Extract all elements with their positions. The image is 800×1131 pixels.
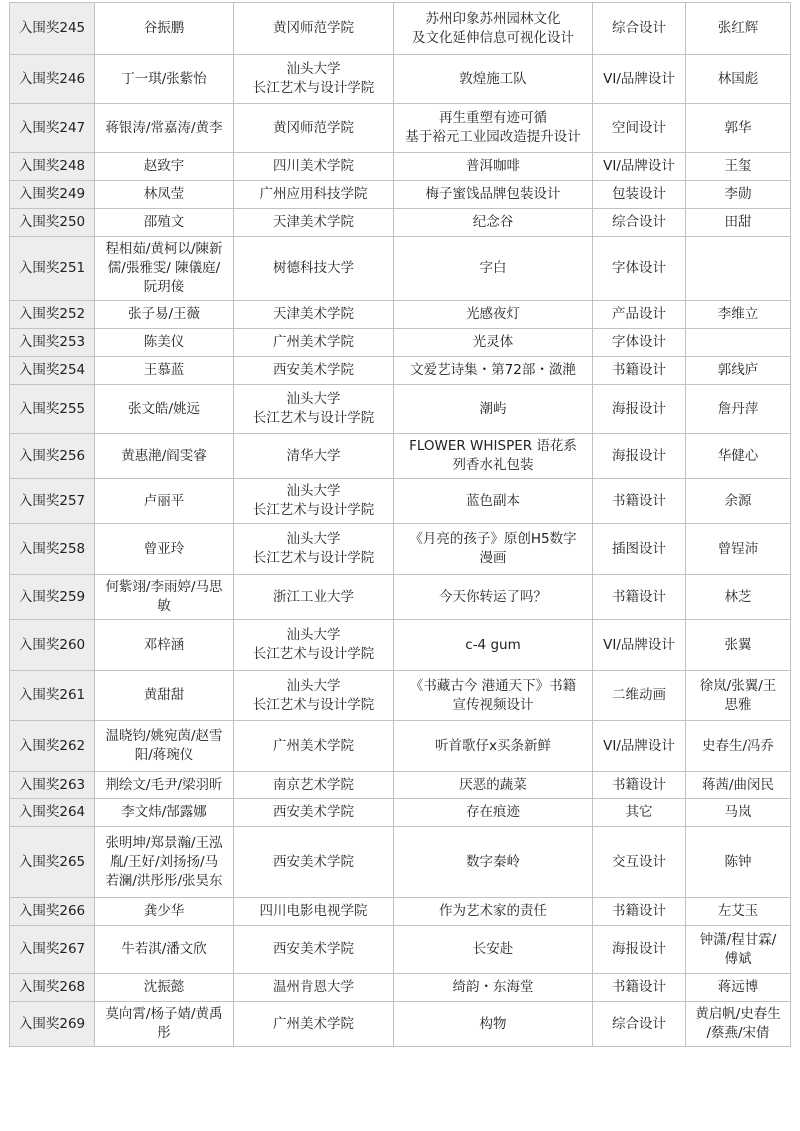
table-row	[10, 209, 791, 237]
table-row	[10, 575, 791, 620]
advisor-line: 张红辉	[717, 20, 759, 36]
work-line: 漫画	[479, 550, 507, 566]
school-cell	[234, 385, 394, 434]
category-cell: 二维动画	[593, 671, 686, 721]
award-cell: 入围奖266	[10, 898, 95, 926]
author-line: 王慕蓝	[143, 362, 185, 378]
advisor-cell	[686, 209, 791, 237]
school-cell	[234, 181, 394, 209]
table-row	[10, 153, 791, 181]
work-line: 列香水礼包装	[452, 457, 534, 473]
table-row	[10, 301, 791, 329]
author-line: 莫向霄/杨子婧/黄禹	[105, 1006, 223, 1022]
advisor-cell	[686, 898, 791, 926]
category-cell: 交互设计	[593, 827, 686, 898]
author-line: 儒/張雅雯/ 陳儀庭/	[107, 260, 221, 276]
school-line: 广州美术学院	[273, 334, 354, 350]
work-cell	[394, 385, 593, 434]
author-line: 蒋银涛/常嘉涛/黄李	[105, 119, 223, 136]
table-row	[10, 799, 791, 827]
advisor-line: 蒋茜/曲闵民	[701, 776, 775, 793]
author-line: 何紫翊/李雨婷/马思	[105, 579, 223, 595]
school-line: 四川电影电视学院	[259, 903, 368, 919]
advisor-line: 徐岚/张翼/王	[699, 677, 777, 694]
work-cell	[394, 434, 593, 479]
advisor-line: 张翼	[724, 636, 752, 653]
school-cell	[234, 898, 394, 926]
table-row	[10, 237, 791, 301]
award-cell: 入围奖248	[10, 153, 95, 181]
work-line: 基于裕元工业园改造提升设计	[405, 129, 581, 145]
advisor-cell	[686, 671, 791, 721]
category-cell: 其它	[593, 799, 686, 827]
author-cell	[95, 237, 234, 301]
work-line: 绮韵・东海堂	[452, 979, 534, 995]
author-cell	[95, 898, 234, 926]
table-row	[10, 434, 791, 479]
award-cell: 入围奖256	[10, 434, 95, 479]
author-cell	[95, 926, 234, 974]
table-row	[10, 385, 791, 434]
school-line: 树德科技大学	[273, 260, 354, 276]
author-cell	[95, 620, 234, 671]
school-cell	[234, 799, 394, 827]
table-row	[10, 772, 791, 799]
award-cell: 入围奖245	[10, 3, 95, 55]
author-line: 张明坤/郑景瀚/王泓	[105, 834, 223, 851]
author-cell	[95, 575, 234, 620]
award-rows	[10, 3, 791, 1047]
advisor-cell	[686, 357, 791, 385]
work-line: 长安赴	[472, 941, 514, 957]
table-row	[10, 524, 791, 575]
school-line: 广州美术学院	[273, 737, 354, 754]
category-cell: VI/品牌设计	[593, 55, 686, 104]
work-line: 厌恶的蔬菜	[459, 776, 527, 793]
advisor-line: /蔡燕/宋倩	[706, 1025, 770, 1041]
advisor-line: 李维立	[717, 306, 759, 322]
work-cell	[394, 1002, 593, 1047]
advisor-cell	[686, 301, 791, 329]
advisor-line: 余源	[724, 492, 752, 509]
work-line: 敦煌施工队	[459, 70, 527, 87]
work-cell	[394, 620, 593, 671]
advisor-line: 陈钟	[724, 853, 752, 870]
school-cell	[234, 329, 394, 357]
work-line: 字白	[479, 260, 507, 276]
work-line: 今天你转运了吗？	[439, 588, 547, 605]
author-cell	[95, 721, 234, 772]
advisor-line: 郭线庐	[717, 362, 759, 378]
author-line: 温晓钧/姚宛茵/赵雪	[105, 728, 223, 744]
author-line: 沈振懿	[143, 979, 185, 995]
author-line: 丁一琪/张紫怡	[121, 70, 207, 87]
award-cell: 入围奖252	[10, 301, 95, 329]
author-cell	[95, 301, 234, 329]
advisor-cell	[686, 237, 791, 301]
school-line: 长江艺术与设计学院	[252, 646, 375, 662]
author-cell	[95, 479, 234, 524]
work-line: 听首歌仔x买条新鲜	[435, 737, 551, 754]
school-cell	[234, 974, 394, 1002]
table-row	[10, 671, 791, 721]
work-cell	[394, 3, 593, 55]
school-line: 长江艺术与设计学院	[252, 410, 375, 426]
work-cell	[394, 479, 593, 524]
work-line: 作为艺术家的责任	[439, 903, 547, 919]
author-cell	[95, 799, 234, 827]
award-cell: 入围奖263	[10, 772, 95, 799]
work-line: 数字秦岭	[466, 853, 520, 870]
category-cell: VI/品牌设计	[593, 620, 686, 671]
advisor-cell	[686, 524, 791, 575]
category-cell: 海报设计	[593, 385, 686, 434]
advisor-cell	[686, 153, 791, 181]
school-line: 清华大学	[286, 447, 341, 464]
award-cell: 入围奖268	[10, 974, 95, 1002]
advisor-line: 蒋远博	[717, 979, 759, 995]
school-cell	[234, 153, 394, 181]
author-cell	[95, 55, 234, 104]
award-cell: 入围奖267	[10, 926, 95, 974]
school-line: 天津美术学院	[273, 214, 354, 230]
work-line: c-4 gum	[465, 636, 521, 653]
advisor-cell	[686, 3, 791, 55]
work-cell	[394, 926, 593, 974]
category-cell: 书籍设计	[593, 479, 686, 524]
author-cell	[95, 181, 234, 209]
award-cell: 入围奖259	[10, 575, 95, 620]
work-cell	[394, 974, 593, 1002]
school-line: 广州应用科技学院	[259, 186, 368, 202]
work-line: 苏州印象苏州园林文化	[425, 10, 561, 27]
author-cell	[95, 827, 234, 898]
work-line: 及文化延伸信息可视化设计	[412, 29, 574, 46]
school-line: 汕头大学	[286, 677, 341, 694]
author-line: 黄惠滟/阎雯睿	[121, 447, 207, 464]
category-cell: 海报设计	[593, 926, 686, 974]
award-cell: 入围奖249	[10, 181, 95, 209]
advisor-line: 傅斌	[724, 950, 752, 967]
school-cell	[234, 357, 394, 385]
advisor-line: 林芝	[724, 588, 752, 605]
school-cell	[234, 772, 394, 799]
work-cell	[394, 329, 593, 357]
work-line: 文爱艺诗集・第72部・潋滟	[410, 362, 576, 378]
award-cell: 入围奖258	[10, 524, 95, 575]
author-cell	[95, 357, 234, 385]
advisor-line: 华健心	[717, 447, 759, 464]
work-line: 宣传视频设计	[452, 696, 534, 713]
author-cell	[95, 153, 234, 181]
work-cell	[394, 799, 593, 827]
advisor-cell	[686, 827, 791, 898]
category-cell: 综合设计	[593, 209, 686, 237]
award-cell: 入围奖260	[10, 620, 95, 671]
school-cell	[234, 209, 394, 237]
school-line: 西安美术学院	[273, 362, 354, 378]
school-line: 浙江工业大学	[273, 588, 354, 605]
school-line: 长江艺术与设计学院	[252, 502, 375, 518]
advisor-cell	[686, 329, 791, 357]
table-row	[10, 181, 791, 209]
author-cell	[95, 1002, 234, 1047]
category-cell: 综合设计	[593, 3, 686, 55]
advisor-line: 思雅	[724, 696, 752, 713]
advisor-cell	[686, 772, 791, 799]
work-line: 《书藏古今 港通天下》书籍	[409, 677, 577, 694]
advisor-line: 詹丹萍	[717, 400, 759, 417]
advisor-cell	[686, 385, 791, 434]
school-cell	[234, 55, 394, 104]
author-cell	[95, 524, 234, 575]
category-cell: 包装设计	[593, 181, 686, 209]
work-line: 蓝色副本	[466, 492, 520, 509]
advisor-line: 史春生/冯乔	[701, 737, 775, 754]
school-cell	[234, 301, 394, 329]
work-cell	[394, 524, 593, 575]
advisor-cell	[686, 974, 791, 1002]
author-line: 若澜/洪彤彤/张昊东	[105, 872, 223, 889]
school-cell	[234, 434, 394, 479]
award-cell: 入围奖251	[10, 237, 95, 301]
table-row	[10, 620, 791, 671]
award-cell: 入围奖269	[10, 1002, 95, 1047]
award-cell: 入围奖250	[10, 209, 95, 237]
author-cell	[95, 671, 234, 721]
author-cell	[95, 3, 234, 55]
school-line: 长江艺术与设计学院	[252, 550, 375, 566]
table-row	[10, 104, 791, 153]
award-cell: 入围奖257	[10, 479, 95, 524]
work-cell	[394, 55, 593, 104]
author-line: 阮玥倿	[143, 279, 185, 295]
school-line: 汕头大学	[286, 627, 341, 643]
school-line: 黄冈师范学院	[273, 119, 354, 136]
advisor-line: 郭华	[724, 119, 752, 136]
school-cell	[234, 671, 394, 721]
category-cell: VI/品牌设计	[593, 721, 686, 772]
author-line: 程相茹/黄柯以/陳新	[105, 241, 223, 257]
school-cell	[234, 620, 394, 671]
work-cell	[394, 181, 593, 209]
advisor-cell	[686, 799, 791, 827]
author-cell	[95, 104, 234, 153]
school-line: 长江艺术与设计学院	[252, 696, 375, 713]
school-line: 汕头大学	[286, 391, 341, 407]
school-cell	[234, 575, 394, 620]
work-line: 再生重塑有迹可循	[439, 110, 547, 126]
work-line: 存在痕迹	[466, 804, 520, 820]
table-row	[10, 827, 791, 898]
author-line: 龚少华	[143, 903, 185, 919]
school-line: 西安美术学院	[273, 941, 354, 957]
work-line: 构物	[479, 1015, 507, 1032]
author-line: 林凤莹	[143, 186, 185, 202]
school-line: 黄冈师范学院	[273, 20, 354, 36]
school-line: 天津美术学院	[273, 306, 354, 322]
school-cell	[234, 237, 394, 301]
school-cell	[234, 926, 394, 974]
author-line: 张子易/王薇	[127, 306, 201, 322]
table-row	[10, 357, 791, 385]
advisor-cell	[686, 181, 791, 209]
work-cell	[394, 301, 593, 329]
author-cell	[95, 209, 234, 237]
author-line: 谷振鹏	[143, 20, 185, 36]
author-cell	[95, 434, 234, 479]
advisor-line: 王玺	[724, 158, 752, 174]
work-cell	[394, 104, 593, 153]
author-cell	[95, 329, 234, 357]
awards-table	[9, 2, 791, 1047]
category-cell: 书籍设计	[593, 974, 686, 1002]
work-cell	[394, 721, 593, 772]
advisor-line: 曾锃沛	[717, 540, 759, 557]
author-line: 敏	[157, 598, 171, 614]
work-line: FLOWER WHISPER 语花系	[409, 438, 577, 454]
work-line: 《月亮的孩子》原创H5数字	[409, 531, 577, 547]
school-line: 广州美术学院	[273, 1015, 354, 1032]
author-line: 黄甜甜	[143, 687, 185, 703]
award-cell: 入围奖262	[10, 721, 95, 772]
category-cell: 书籍设计	[593, 575, 686, 620]
work-line: 光灵体	[472, 334, 514, 350]
category-cell: 书籍设计	[593, 898, 686, 926]
author-cell	[95, 974, 234, 1002]
author-line: 张文皓/姚远	[127, 400, 201, 417]
advisor-cell	[686, 1002, 791, 1047]
work-cell	[394, 209, 593, 237]
work-line: 普洱咖啡	[466, 158, 520, 174]
advisor-cell	[686, 434, 791, 479]
table-row	[10, 329, 791, 357]
school-cell	[234, 1002, 394, 1047]
advisor-line: 马岚	[724, 804, 752, 820]
author-line: 彤	[157, 1025, 171, 1041]
work-cell	[394, 237, 593, 301]
author-line: 邓梓涵	[143, 636, 185, 653]
category-cell: 产品设计	[593, 301, 686, 329]
work-cell	[394, 898, 593, 926]
advisor-line: 钟潇/程甘霖/	[699, 931, 777, 948]
advisor-line: 田甜	[724, 214, 752, 230]
advisor-cell	[686, 104, 791, 153]
school-cell	[234, 721, 394, 772]
work-line: 光感夜灯	[466, 306, 520, 322]
school-line: 长江艺术与设计学院	[252, 80, 375, 96]
table-row	[10, 55, 791, 104]
work-cell	[394, 772, 593, 799]
school-line: 温州肯恩大学	[273, 979, 354, 995]
table-row	[10, 479, 791, 524]
author-line: 卢丽平	[143, 492, 185, 509]
table-row	[10, 898, 791, 926]
award-cell: 入围奖261	[10, 671, 95, 721]
author-line: 赵致宇	[143, 158, 185, 174]
award-cell: 入围奖264	[10, 799, 95, 827]
work-cell	[394, 575, 593, 620]
award-cell: 入围奖246	[10, 55, 95, 104]
work-cell	[394, 671, 593, 721]
author-line: 牛若淇/潘文欣	[121, 941, 207, 957]
work-line: 潮屿	[479, 400, 507, 417]
school-line: 汕头大学	[286, 61, 341, 77]
advisor-cell	[686, 926, 791, 974]
category-cell: 字体设计	[593, 237, 686, 301]
advisor-cell	[686, 620, 791, 671]
table-row	[10, 926, 791, 974]
author-line: 阳/蒋琬仪	[134, 747, 194, 763]
advisor-line: 林国彪	[717, 70, 759, 87]
author-line: 陈美仪	[143, 334, 185, 350]
table-row	[10, 3, 791, 55]
school-line: 西安美术学院	[273, 853, 354, 870]
work-line: 纪念谷	[472, 214, 514, 230]
school-cell	[234, 3, 394, 55]
author-cell	[95, 385, 234, 434]
school-cell	[234, 827, 394, 898]
table-row	[10, 721, 791, 772]
work-cell	[394, 827, 593, 898]
school-line: 汕头大学	[286, 483, 341, 499]
advisor-line: 李勋	[724, 186, 752, 202]
author-line: 胤/王好/刘扬扬/马	[109, 853, 219, 870]
award-cell: 入围奖254	[10, 357, 95, 385]
category-cell: 字体设计	[593, 329, 686, 357]
advisor-cell	[686, 479, 791, 524]
author-cell	[95, 772, 234, 799]
author-line: 曾亚玲	[143, 540, 185, 557]
award-cell: 入围奖255	[10, 385, 95, 434]
category-cell: 书籍设计	[593, 357, 686, 385]
advisor-line: 黄启帆/史春生	[695, 1006, 781, 1022]
category-cell: 书籍设计	[593, 772, 686, 799]
school-line: 南京艺术学院	[273, 776, 354, 793]
author-line: 邵殖文	[143, 214, 185, 230]
award-cell: 入围奖265	[10, 827, 95, 898]
school-cell	[234, 479, 394, 524]
advisor-cell	[686, 721, 791, 772]
advisor-line: 左艾玉	[717, 903, 759, 919]
table-row	[10, 974, 791, 1002]
school-cell	[234, 104, 394, 153]
category-cell: VI/品牌设计	[593, 153, 686, 181]
category-cell: 空间设计	[593, 104, 686, 153]
author-line: 荆绘文/毛尹/梁羽昕	[105, 776, 223, 793]
work-cell	[394, 153, 593, 181]
author-line: 李文炜/郜露娜	[121, 804, 207, 820]
school-line: 汕头大学	[286, 531, 341, 547]
category-cell: 综合设计	[593, 1002, 686, 1047]
category-cell: 插图设计	[593, 524, 686, 575]
advisor-cell	[686, 55, 791, 104]
advisor-cell	[686, 575, 791, 620]
category-cell: 海报设计	[593, 434, 686, 479]
award-cell: 入围奖247	[10, 104, 95, 153]
work-line: 梅子蜜饯品牌包装设计	[425, 186, 561, 202]
award-cell: 入围奖253	[10, 329, 95, 357]
school-line: 西安美术学院	[273, 804, 354, 820]
work-cell	[394, 357, 593, 385]
school-line: 四川美术学院	[273, 158, 354, 174]
school-cell	[234, 524, 394, 575]
table-row	[10, 1002, 791, 1047]
